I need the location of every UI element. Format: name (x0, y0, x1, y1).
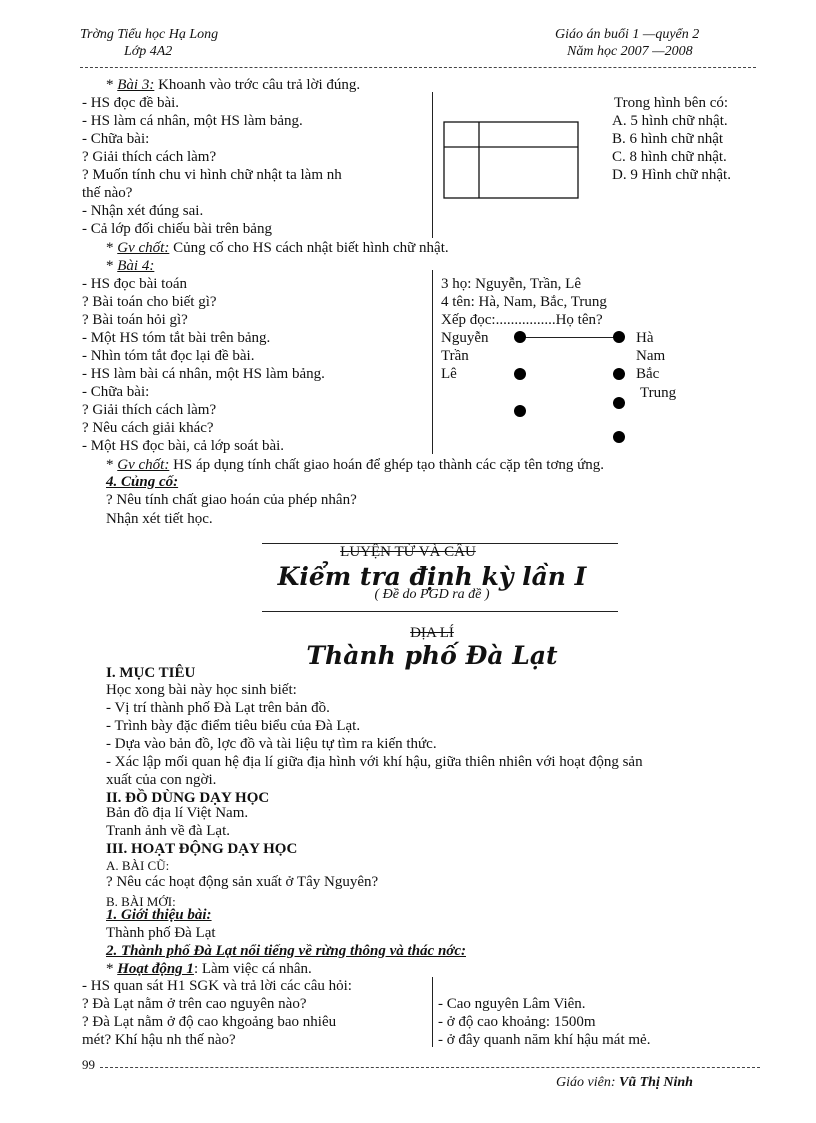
bai4-line: - Chữa bài: (82, 384, 150, 400)
surname-dot (514, 368, 526, 380)
bai4-heading: * Bài 4: (106, 258, 155, 274)
figure-outer-rect (444, 122, 578, 198)
bai3-line: - HS làm cá nhân, một HS làm bảng. (82, 113, 303, 129)
surname-nguyen: Nguyễn (441, 330, 489, 346)
option-a: A. 5 hình chữ nhật. (612, 113, 728, 129)
muc-2-heading: 2. Thành phố Đà Lạt nổi tiếng về rừng thông và thác nớc: (106, 943, 466, 959)
bai4-line: - Một HS đọc bài, cả lớp soát bài. (82, 438, 285, 454)
hd1-answer: - Cao nguyên Lâm Viên. (438, 996, 586, 1012)
dia-li-title: Thành phố Đà Lạt (306, 641, 558, 670)
gv-chot-2: * Gv chốt: HS áp dụng tính chất giao hoán để ghép tạo thành các cặp tên tơng ứng. (106, 457, 605, 473)
surname-dot (514, 331, 526, 343)
do-dung-line: Bản đồ địa lí Việt Nam. (106, 805, 249, 821)
page-number: 99 (82, 1057, 95, 1072)
do-dung-line: Tranh ảnh về đà Lạt. (106, 823, 230, 839)
bai3-line: - HS đọc đề bài. (82, 95, 180, 111)
bai-cu-heading: A. BÀI CŨ: (106, 858, 170, 873)
name-trung: Trung (640, 385, 677, 401)
muc-tieu-line: - Vị trí thành phố Đà Lạt trên bản đồ. (106, 700, 330, 716)
bai3-column-divider (432, 92, 433, 238)
muc-tieu-line: - Dựa vào bản đồ, lợc đồ và tài liệu tự tìm ra kiến thức. (106, 736, 437, 752)
bai3-line: ? Muốn tính chu vi hình chữ nhật ta làm nh (82, 167, 342, 183)
ltvc-title: Kiểm tra định kỳ lần I (277, 562, 587, 591)
surname-dot (514, 405, 526, 417)
cung-co-heading: 4. Củng cố: (106, 474, 179, 490)
header-divider (80, 67, 756, 68)
pairing-line (520, 337, 619, 338)
bai4-line: - HS đọc bài toán (82, 276, 187, 292)
hoat-dong-1: * Hoạt động 1: Làm việc cá nhân. (106, 961, 312, 977)
muc-tieu-heading: I. MỤC TIÊU (106, 665, 196, 681)
surname-le: Lê (441, 366, 457, 382)
hd1-line: mét? Khí hậu nh thế nào? (82, 1032, 236, 1048)
rectangle-figure (443, 121, 579, 199)
bai4-line: ? Bài toán cho biết gì? (82, 294, 217, 310)
option-d: D. 9 Hình chữ nhật. (612, 167, 731, 183)
bai4-pairing-title: Xếp đọc:................Họ tên? (441, 312, 603, 328)
class-name: Lớp 4A2 (124, 44, 173, 59)
bai4-line: ? Bài toán hỏi gì? (82, 312, 188, 328)
bai4-names-list: 4 tên: Hà, Nam, Bắc, Trung (441, 294, 607, 310)
bai4-line: - Một HS tóm tắt bài trên bảng. (82, 330, 271, 346)
book-title: Giáo án buổi 1 —quyển 2 (555, 27, 700, 42)
bai3-line: thế nào? (82, 185, 133, 201)
name-ha: Hà (636, 330, 654, 346)
name-dot (613, 331, 625, 343)
muc-tieu-line: Học xong bài này học sinh biết: (106, 682, 297, 698)
bai4-line: - Nhìn tóm tắt đọc lại đề bài. (82, 348, 255, 364)
muc-tieu-line: - Xác lập mối quan hệ địa lí giữa địa hình với khí hậu, giữa thiên nhiên với hoạt động sản (106, 754, 643, 770)
bai3-label: Bài 3: (117, 77, 155, 93)
bai-cu-question: ? Nêu các hoạt động sản xuất ở Tây Nguyên? (106, 874, 379, 890)
bai3-text: Khoanh vào trớc câu trả lời đúng. (158, 77, 361, 93)
bai4-line: - HS làm bài cá nhân, một HS làm bảng. (82, 366, 325, 382)
name-dot (613, 368, 625, 380)
hd1-line: ? Đà Lạt nằm ở độ cao khgoảng bao nhiêu (82, 1014, 337, 1030)
name-bac: Bắc (636, 366, 660, 382)
do-dung-heading: II. ĐỒ DÙNG DẠY HỌC (106, 790, 270, 806)
ltvc-subject: LUYỆN TỪ VÀ CÂU (340, 544, 476, 560)
ltvc-subtitle: ( Đề do PGD ra đề ) (374, 587, 490, 602)
name-dot (613, 431, 625, 443)
teacher-name: Vũ Thị Ninh (618, 1075, 693, 1090)
school-name: Trờng Tiểu học Hạ Long (80, 27, 219, 42)
hd1-column-divider (432, 977, 433, 1047)
bai3-question: Trong hình bên có: (614, 95, 729, 111)
hd1-line: - HS quan sát H1 SGK và trả lời các câu hỏi: (82, 978, 352, 994)
name-nam: Nam (636, 348, 666, 364)
teacher-credit: Giáo viên: Vũ Thị Ninh (556, 1075, 693, 1090)
muc-tieu-line: xuất của con ngời. (106, 772, 217, 788)
name-dot (613, 397, 625, 409)
bai4-surnames-list: 3 họ: Nguyễn, Trần, Lê (441, 276, 581, 292)
hoat-dong-heading: III. HOẠT ĐỘNG DẠY HỌC (106, 841, 298, 857)
option-c: C. 8 hình chữ nhật. (612, 149, 727, 165)
bai3-heading: * Bài 3: Khoanh vào trớc câu trả lời đúng. (106, 77, 361, 93)
bai3-line: - Nhận xét đúng sai. (82, 203, 204, 219)
gv-chot-1: * Gv chốt: Củng cố cho HS cách nhật biết hình chữ nhật. (106, 240, 449, 256)
cung-co-line: Nhận xét tiết học. (106, 511, 213, 527)
bai3-line: ? Giải thích cách làm? (82, 149, 217, 165)
cung-co-line: ? Nêu tính chất giao hoán của phép nhân? (106, 492, 357, 508)
dia-li-subject: ĐỊA LÍ (410, 625, 454, 641)
school-year: Năm học 2007 —2008 (567, 44, 693, 59)
bai3-line: - Chữa bài: (82, 131, 150, 147)
option-b: B. 6 hình chữ nhật (612, 131, 724, 147)
gioi-thieu-text: Thành phố Đà Lạt (106, 925, 216, 941)
surname-tran: Trần (441, 348, 469, 364)
bai3-line: - Cả lớp đối chiếu bài trên bảng (82, 221, 272, 237)
hd1-answer: - ở độ cao khoảng: 1500m (438, 1014, 596, 1030)
bai4-line: ? Nêu cách giải khác? (82, 420, 214, 436)
bai-moi-heading: B. BÀI MỚI: (106, 894, 176, 909)
hd1-line: ? Đà Lạt nằm ở trên cao nguyên nào? (82, 996, 307, 1012)
hd1-answer: - ở đây quanh năm khí hậu mát mẻ. (438, 1032, 651, 1048)
footer-divider (100, 1067, 760, 1068)
bai4-column-divider (432, 270, 433, 454)
ltvc-bottom-rule (262, 611, 618, 612)
bai4-line: ? Giải thích cách làm? (82, 402, 217, 418)
gioi-thieu-heading: 1. Giới thiệu bài: (106, 907, 212, 923)
muc-tieu-line: - Trình bày đặc điểm tiêu biểu của Đà Lạt. (106, 718, 361, 734)
